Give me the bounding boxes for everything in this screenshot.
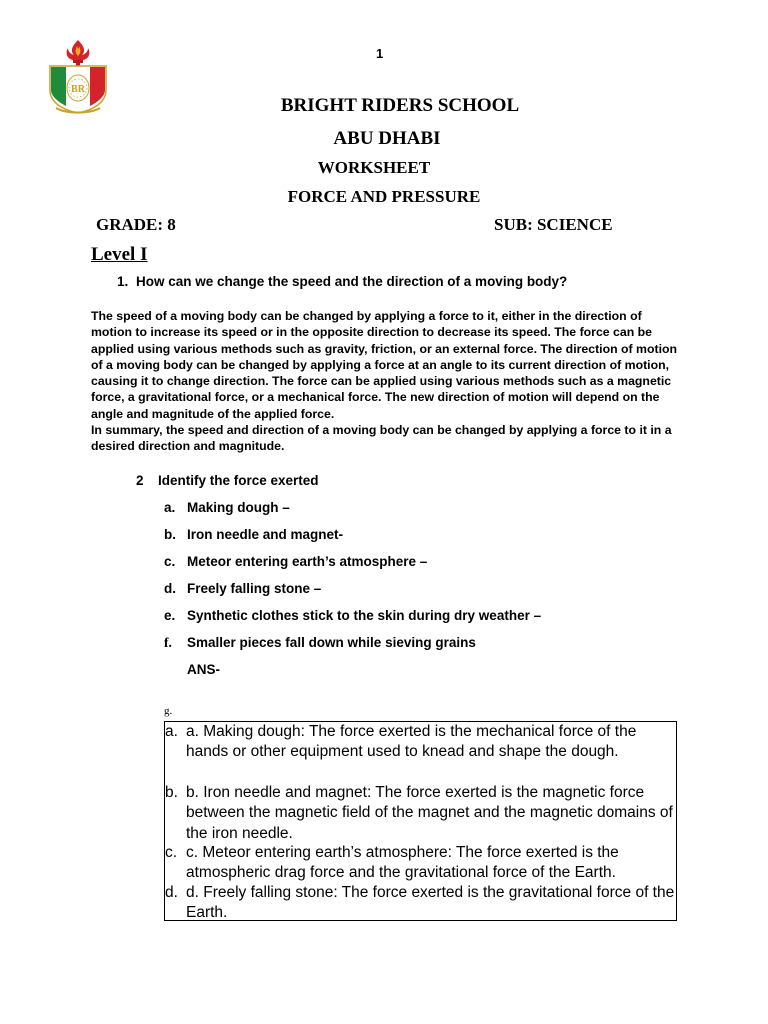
answer-box (164, 721, 677, 921)
city-name: ABU DHABI (333, 128, 441, 149)
item-marker: e. (164, 608, 176, 623)
question-text: Identify the force exerted (158, 473, 319, 488)
answer-marker: a. (165, 723, 178, 740)
list-item (164, 581, 321, 596)
item-text: Iron needle and magnet- (187, 527, 344, 542)
answer-marker: b. (165, 784, 178, 801)
item-marker: a. (164, 500, 176, 515)
question-1-answer (91, 308, 681, 455)
list-item (164, 527, 343, 542)
item-marker: g. (164, 705, 173, 717)
level-heading: Level I (91, 244, 148, 265)
item-marker: d. (164, 581, 176, 596)
answer-label: ANS- (187, 662, 220, 677)
logo-text: BR (71, 84, 85, 95)
subject-label: SUB: SCIENCE (494, 215, 613, 234)
item-text: Smaller pieces fall down while sieving grains (187, 635, 476, 650)
item-marker: c. (164, 554, 176, 569)
answer-summary: In summary, the speed and direction of a moving body can be changed by applying a force to it in a desired direction and magnitude. (91, 423, 672, 454)
item-text: Making dough – (187, 500, 290, 515)
answer-marker: c. (165, 844, 178, 861)
item-text: Meteor entering earth’s atmosphere – (187, 554, 428, 569)
school-name: BRIGHT RIDERS SCHOOL (280, 95, 520, 116)
worksheet-topic: FORCE AND PRESSURE (287, 187, 481, 206)
list-item (164, 500, 290, 515)
list-item (164, 608, 541, 623)
question-2 (136, 473, 319, 488)
question-text: How can we change the speed and the direction of a moving body? (136, 274, 568, 289)
list-item (164, 635, 476, 651)
item-text: Freely falling stone – (187, 581, 322, 596)
answer-text: c. Meteor entering earth’s atmosphere: The force exerted is the atmospheric drag force and the gravitational force of the Earth. (186, 844, 619, 882)
answer-text: d. Freely falling stone: The force exerted is the gravitational force of the Earth. (186, 884, 675, 922)
item-marker: b. (164, 527, 176, 542)
item-marker: f. (164, 635, 172, 650)
page-number: 1 (376, 46, 384, 61)
grade-label: GRADE: 8 (96, 215, 176, 234)
document-type: WORKSHEET (317, 158, 431, 177)
answer-text: b. Iron needle and magnet: The force exerted is the magnetic force between the magnetic field of the magnet and the magnetic domains of the iron needle. (186, 784, 673, 842)
question-number: 1. (117, 274, 129, 289)
answer-text: a. Making dough: The force exerted is the mechanical force of the hands or other equipment used to knead and shape the dough. (186, 723, 637, 761)
item-text: Synthetic clothes stick to the skin during dry weather – (187, 608, 542, 623)
list-item (164, 554, 427, 569)
question-1 (117, 274, 567, 289)
answer-paragraph: The speed of a moving body can be changed by applying a force to it, either in the direction of motion to increase its speed or in the opposite direction to decrease its speed. The force can be applied using various methods such as gravity, friction, or an external force. The direction of motion of a moving body can be changed by applying a force at an angle to its current direction of motion, causing it to change direction. The force can be applied using various methods such as a magnetic force, a gravitational force, or a mechanical force. The new direction of motion will depend on the angle and magnitude of the applied force. (91, 309, 678, 421)
question-number: 2 (136, 473, 144, 488)
answer-marker: d. (165, 884, 178, 901)
